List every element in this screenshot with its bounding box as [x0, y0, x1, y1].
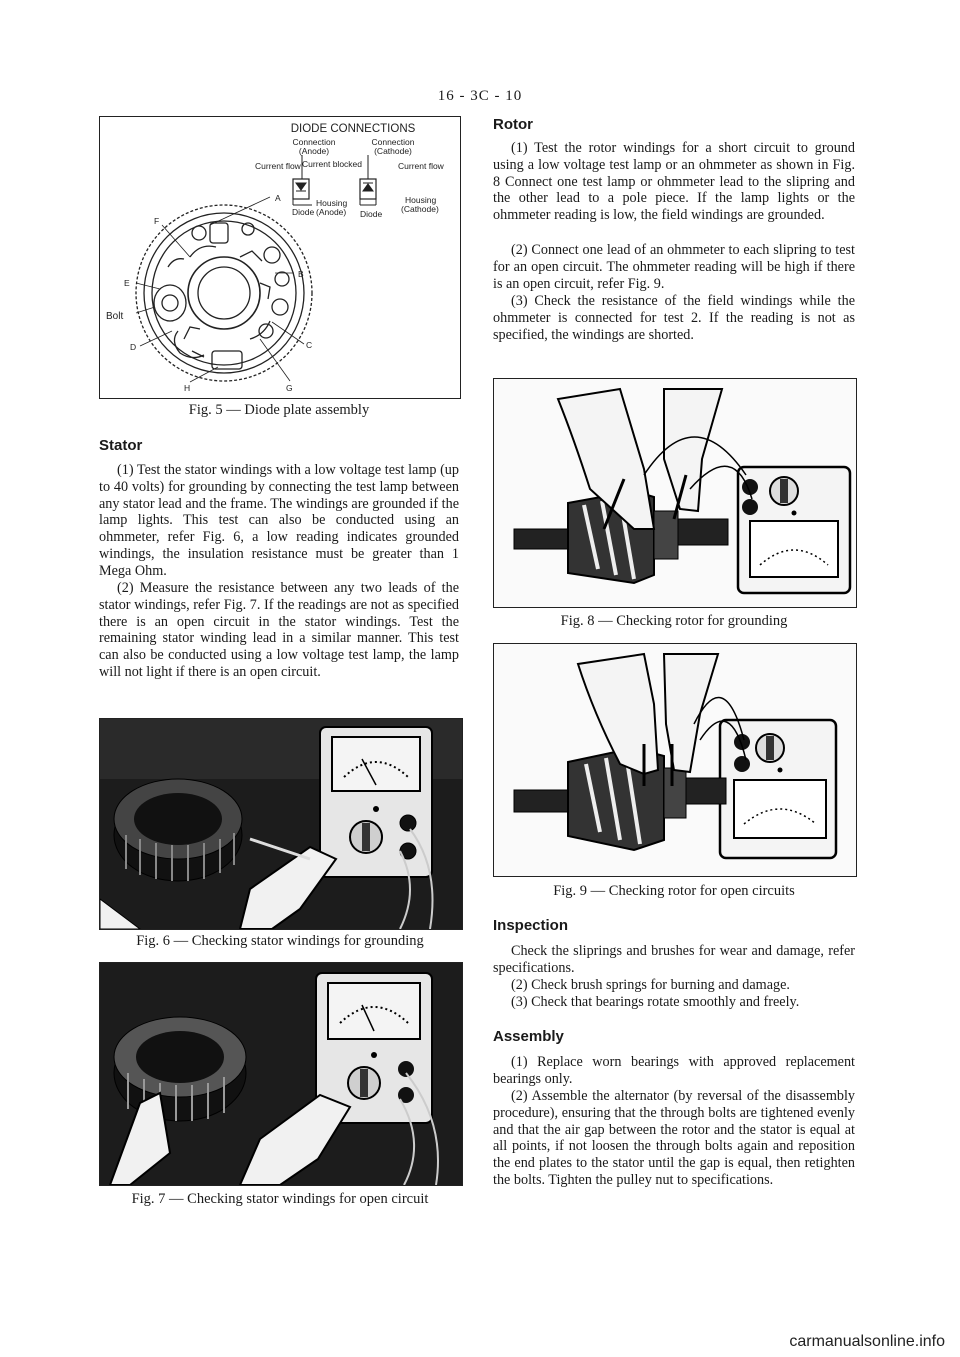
housing-anode-label-2: (Anode): [316, 207, 347, 217]
stator-heading: Stator: [99, 437, 143, 454]
assembly-step-1: (1) Replace worn bearings with approved replacement bearings only.: [493, 1054, 855, 1087]
inspection-step-2: (2) Check brush springs for burning and damage.: [511, 977, 790, 993]
label-g: G: [286, 383, 293, 393]
diode-right-label: Diode: [360, 209, 383, 219]
housing-cathode-label-1: Housing: [405, 195, 437, 205]
label-bolt: Bolt: [106, 311, 124, 322]
inspection-step-1: Check the sliprings and brushes for wear and damage, refer specifications.: [493, 943, 855, 976]
conn-anode-label-1: Connection: [292, 137, 336, 147]
conn-cathode-label-1: Connection: [371, 137, 415, 147]
ohmmeter: [720, 720, 836, 858]
fig9-caption: Fig. 9 — Checking rotor for open circuits: [553, 883, 795, 899]
current-flow-right-label: Current flow: [398, 161, 444, 171]
label-e: E: [124, 278, 130, 288]
fig5-caption: Fig. 5 — Diode plate assembly: [188, 402, 370, 418]
rotor-step-3: (3) Check the resistance of the field windings while the ohmmeter is connected for test 2. If the reading is not as specified, the windings are shorted.: [493, 293, 855, 343]
inspection-heading: Inspection: [493, 917, 569, 934]
diode-plate-drawing: [136, 205, 315, 381]
label-h: H: [184, 383, 191, 393]
fig7-caption: Fig. 7 — Checking stator windings for open circuit: [131, 1191, 429, 1207]
watermark-url[interactable]: carmanualsonline.info: [789, 1333, 945, 1350]
assembly-heading: Assembly: [493, 1028, 564, 1045]
diode-left-label: Diode: [292, 207, 315, 217]
stator-core: [114, 779, 242, 881]
current-blocked-label: Current blocked: [302, 159, 363, 169]
label-a: A: [275, 193, 281, 203]
rotor-heading: Rotor: [493, 116, 533, 133]
ohmmeter: [320, 727, 432, 877]
fig8-caption: Fig. 8 — Checking rotor for grounding: [560, 613, 788, 629]
inspection-step-3: (3) Check that bearings rotate smoothly and freely.: [511, 994, 800, 1010]
fig5-diode-plate-figure: [99, 116, 461, 399]
housing-anode-label-1: Housing: [316, 198, 348, 208]
diode-plate-diagram: [100, 117, 460, 398]
stator-core: [114, 1017, 246, 1121]
ohmmeter: [738, 467, 850, 593]
rotor-step-2: (2) Connect one lead of an ohmmeter to each slipring to test for an open circuit. The ohmmeter reading will be high if there is an open circuit, refer Fig. 9.: [493, 242, 855, 292]
stator-step-2: (2) Measure the resistance between any two leads of the stator windings, refer Fig. 7. If the readings are not as specified there is an open circuit in the stator windings. Test the remaining stator winding lead in a similar manner. This test can also be conducted using a low voltage test lamp, the lamp will not light if there is an open circuit.: [99, 580, 459, 680]
fig6-caption: Fig. 6 — Checking stator windings for grounding: [136, 933, 424, 949]
fig9-rotor-open-circuit-photo: [493, 643, 857, 877]
page-number: 16 - 3C - 10: [437, 88, 523, 104]
fig6-stator-grounding-photo: [99, 718, 463, 930]
conn-cathode-label-2: (Cathode): [374, 146, 412, 156]
stator-step-1: (1) Test the stator windings with a low voltage test lamp (up to 40 volts) for grounding by connecting the test lamp between any stator lead and the frame. The windings are grounded if the lamp lights. This test can also be conducted using an ohmmeter, refer Fig. 6, a low reading indicates grounded windings, the insulation resistance must be greater than 1 Mega Ohm.: [99, 462, 459, 579]
label-f: F: [154, 216, 160, 226]
label-d: D: [130, 342, 137, 352]
current-flow-left-label: Current flow: [255, 161, 301, 171]
conn-anode-label-2: (Anode): [298, 146, 330, 156]
label-b: B: [298, 269, 304, 279]
fig8-rotor-grounding-photo: [493, 378, 857, 608]
rotor-step-1: (1) Test the rotor windings for a short circuit to ground using a low voltage test lamp or an ohmmeter as shown in Fig. 8 Connect one test lamp or ohmmeter lead to the slipring and the other lead to a pole piece. If the lamp lights or the ohmmeter reading is low, the field windings are grounded.: [493, 140, 855, 224]
housing-cathode-label-2: (Cathode): [401, 204, 439, 214]
fig7-stator-open-circuit-photo: [99, 962, 463, 1186]
label-c: C: [306, 340, 313, 350]
assembly-step-2: (2) Assemble the alternator (by reversal of the disassembly procedure), ensuring that the through bolts are tightened evenly and that the air gap between the rotor and the stator is equal at all points, if not loosen the through bolts again and reposition the end plates to the stator until the gap is equal, then retighten the bolts. Tighten the pulley nut to specifications.: [493, 1088, 855, 1188]
diode-connections-title: DIODE CONNECTIONS: [290, 123, 416, 135]
